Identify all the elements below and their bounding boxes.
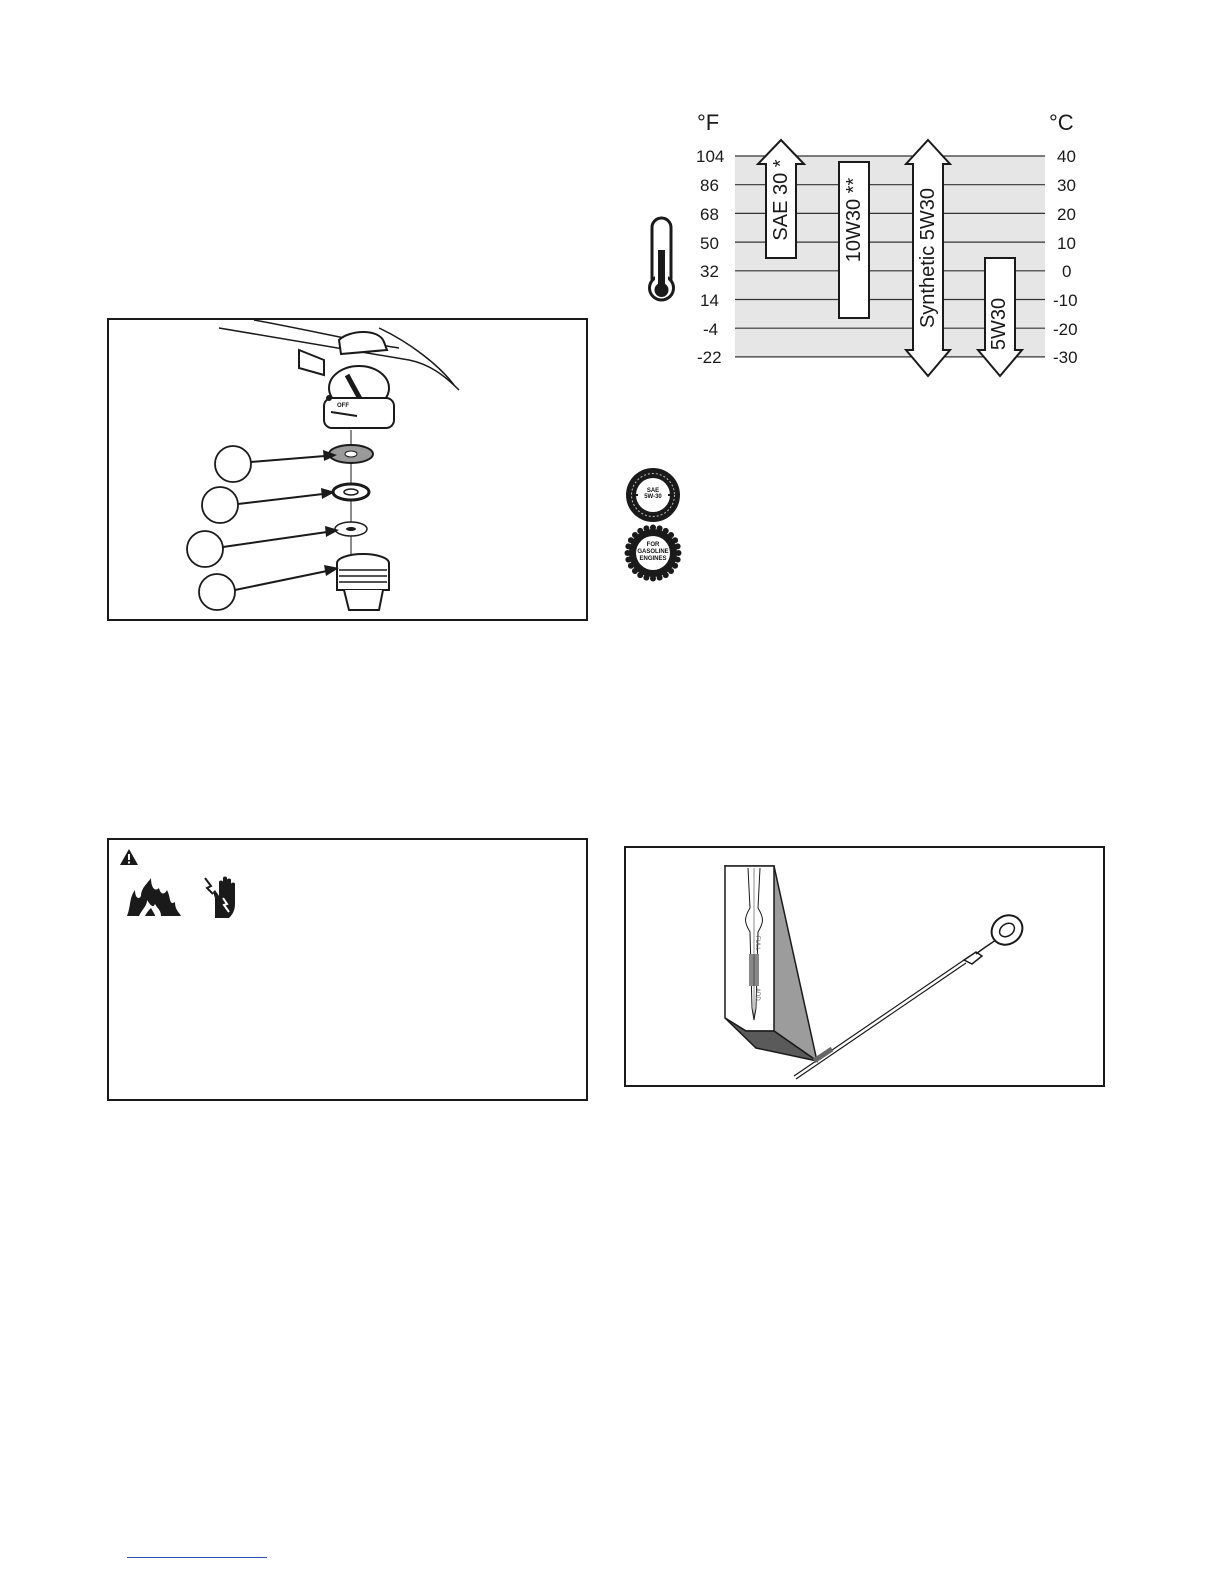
gasoline-seal-text: FOR GASOLINE ENGINES: [637, 542, 669, 562]
c-tick-neg30: -30: [1053, 348, 1078, 367]
shock-hazard-hand-icon: [201, 874, 245, 920]
grade-label-10w30: 10W30 **: [843, 177, 865, 263]
dipstick-add-mark: ADD: [754, 988, 760, 1001]
c-tick-neg20: -20: [1053, 320, 1078, 339]
grade-label-sae30: SAE 30 *: [770, 159, 792, 241]
f-tick-neg4: -4: [703, 320, 719, 339]
f-tick-32: 32: [700, 262, 719, 281]
api-service-seal: [624, 466, 682, 524]
celsius-unit-label: °C: [1049, 110, 1074, 135]
f-tick-104: 104: [696, 147, 725, 166]
fuel-valve-drawing: [109, 320, 586, 619]
c-tick-0: 0: [1062, 262, 1072, 281]
f-tick-14: 14: [700, 291, 719, 310]
valve-off-mark: OFF: [337, 403, 349, 409]
gasoline-engines-seal: [624, 524, 682, 582]
fire-hazard-icon: [125, 876, 183, 918]
f-tick-86: 86: [700, 176, 719, 195]
dipstick-figure: [624, 846, 1105, 1087]
thermometer-icon: [650, 218, 674, 300]
dipstick-full-mark: FULL: [754, 936, 760, 951]
dipstick-drawing: [626, 848, 1103, 1085]
c-tick-40: 40: [1057, 147, 1076, 166]
f-tick-68: 68: [700, 205, 719, 224]
grade-label-synthetic: Synthetic 5W30: [917, 187, 939, 329]
c-tick-30: 30: [1057, 176, 1076, 195]
f-tick-50: 50: [700, 234, 719, 253]
c-tick-20: 20: [1057, 205, 1076, 224]
api-seal-text: SAE 5W-30: [644, 488, 662, 500]
footer-rule: [127, 1557, 267, 1558]
fahrenheit-unit-label: °F: [697, 110, 720, 135]
c-tick-10: 10: [1057, 234, 1076, 253]
warning-triangle-icon: [119, 848, 139, 866]
grade-label-5w30: 5W30: [988, 297, 1010, 351]
fuel-valve-figure: [107, 318, 588, 621]
warning-box: [107, 838, 588, 1101]
f-tick-neg22: -22: [697, 348, 722, 367]
oil-viscosity-chart: [640, 100, 1100, 390]
c-tick-neg10: -10: [1053, 291, 1078, 310]
